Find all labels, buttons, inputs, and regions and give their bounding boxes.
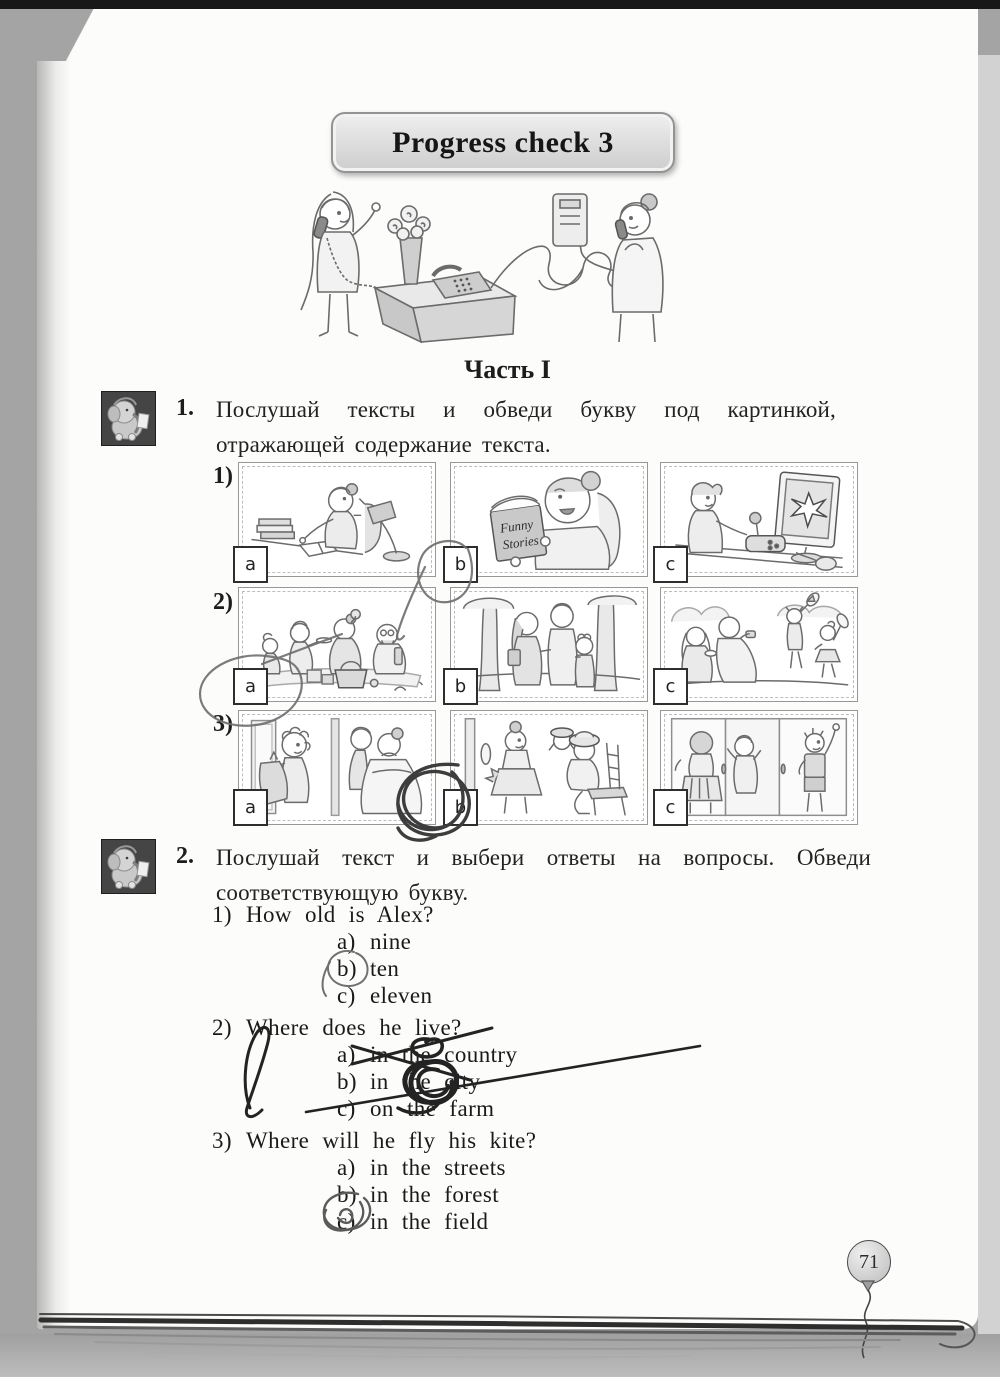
answer-letter-box-3c xyxy=(653,789,688,826)
picture-2c-picnic-badminton xyxy=(660,587,858,702)
page-number: 71 xyxy=(859,1250,879,1273)
letter-2b: b xyxy=(454,676,467,697)
task1-number: 1. xyxy=(176,395,194,421)
listening-elephant-icon-2 xyxy=(101,839,156,894)
answer-letter-box-2c xyxy=(653,668,688,705)
answer-letter-box-3b xyxy=(443,789,478,826)
page-corner-notch xyxy=(37,9,117,61)
option-text: on the farm xyxy=(370,1096,495,1121)
question-2-text: Where does he live? xyxy=(245,1015,462,1040)
question-1-option-a xyxy=(212,928,772,955)
question-1-option-c xyxy=(212,982,772,1009)
option-text: eleven xyxy=(370,983,433,1008)
listening-elephant-icon xyxy=(101,391,156,446)
picture-3c-kids-at-mirror xyxy=(660,710,858,825)
option-letter: c) xyxy=(337,983,356,1008)
option-text: in the field xyxy=(370,1209,489,1234)
option-text: nine xyxy=(370,929,412,954)
picture-1c-art xyxy=(665,467,853,572)
picture-3a-art xyxy=(243,715,431,820)
page-number-balloon xyxy=(847,1240,891,1284)
option-letter: b) xyxy=(337,1182,357,1207)
option-letter: b) xyxy=(337,956,357,981)
picture-1c-girl-playing-computer xyxy=(660,462,858,577)
option-letter: a) xyxy=(337,1155,356,1180)
option-letter: c) xyxy=(337,1096,356,1121)
answer-letter-box-1a xyxy=(233,546,268,583)
scan-right-margin xyxy=(978,55,1000,1377)
picture-2b-art xyxy=(455,592,643,697)
question-2-label: 2) xyxy=(212,1015,232,1040)
option-text: in the streets xyxy=(370,1155,506,1180)
part-title: Часть I xyxy=(464,355,551,384)
row2-label: 2) xyxy=(213,589,233,615)
elephant-icon-art-2 xyxy=(102,840,155,893)
question-3 xyxy=(212,1127,772,1154)
header-box xyxy=(331,112,675,173)
question-2-option-a xyxy=(212,1041,772,1068)
picture-2a-art xyxy=(243,592,431,697)
answer-letter-box-1c xyxy=(653,546,688,583)
option-text: in the country xyxy=(370,1042,518,1067)
answer-letter-box-2a xyxy=(233,668,268,705)
telephone-call-illustration xyxy=(283,180,717,348)
option-letter: a) xyxy=(337,1042,356,1067)
question-3-option-a xyxy=(212,1154,772,1181)
question-1-label: 1) xyxy=(212,902,232,927)
answer-letter-box-2b xyxy=(443,668,478,705)
task2-instruction: Послушай текст и выбери ответы на вопросы. Обведи соответствующую букву. xyxy=(216,845,871,905)
question-2-option-b xyxy=(212,1068,772,1095)
row1-label: 1) xyxy=(213,463,233,489)
picture-1b-art xyxy=(455,467,643,572)
letter-1a: a xyxy=(244,554,257,575)
option-text: in the city xyxy=(370,1069,481,1094)
book-title-line2: Stories xyxy=(501,532,540,553)
picture-1a-art xyxy=(243,467,431,572)
question-3-option-c xyxy=(212,1208,772,1235)
question-1-text: How old is Alex? xyxy=(245,902,434,927)
picture-2b-family-walk-park xyxy=(450,587,648,702)
question-2 xyxy=(212,1014,772,1041)
question-1-option-b xyxy=(212,955,772,982)
letter-3a: a xyxy=(244,797,257,818)
question-3-text: Where will he fly his kite? xyxy=(245,1128,537,1153)
picture-3b-kids-trying-hats xyxy=(450,710,648,825)
question-3-label: 3) xyxy=(212,1128,232,1153)
letter-2a: a xyxy=(244,676,257,697)
scan-top-edge xyxy=(0,0,1000,9)
letter-3b: b xyxy=(454,797,467,818)
option-letter: b) xyxy=(337,1069,357,1094)
picture-3b-art xyxy=(455,715,643,820)
question-3-option-b xyxy=(212,1181,772,1208)
elephant-icon-art xyxy=(102,392,155,445)
option-letter: a) xyxy=(337,929,356,954)
question-1 xyxy=(212,901,772,928)
letter-1b: b xyxy=(454,554,467,575)
page-title: Progress check 3 xyxy=(392,125,614,159)
book-title-line1: Funny xyxy=(499,516,535,536)
picture-2c-art xyxy=(665,592,853,697)
picture-1b-girl-reading-book xyxy=(450,462,648,577)
scan-bottom-margin xyxy=(0,1334,1000,1377)
picture-3c-art xyxy=(665,715,853,820)
row3-label: 3) xyxy=(213,711,233,737)
option-letter: c) xyxy=(337,1209,356,1234)
letter-3c: c xyxy=(665,797,676,818)
option-text: in the forest xyxy=(370,1182,500,1207)
answer-letter-box-1b xyxy=(443,546,478,583)
page-gutter-shadow xyxy=(37,9,71,1329)
task2-questions xyxy=(212,901,772,1235)
task1-instruction: Послушай тексты и обведи букву под картинкой, отражающей содержание текста. xyxy=(216,397,836,457)
letter-1c: c xyxy=(665,554,676,575)
question-2-option-c xyxy=(212,1095,772,1122)
answer-letter-box-3a xyxy=(233,789,268,826)
task2-number: 2. xyxy=(176,843,194,869)
option-text: ten xyxy=(370,956,400,981)
letter-2c: c xyxy=(665,676,676,697)
